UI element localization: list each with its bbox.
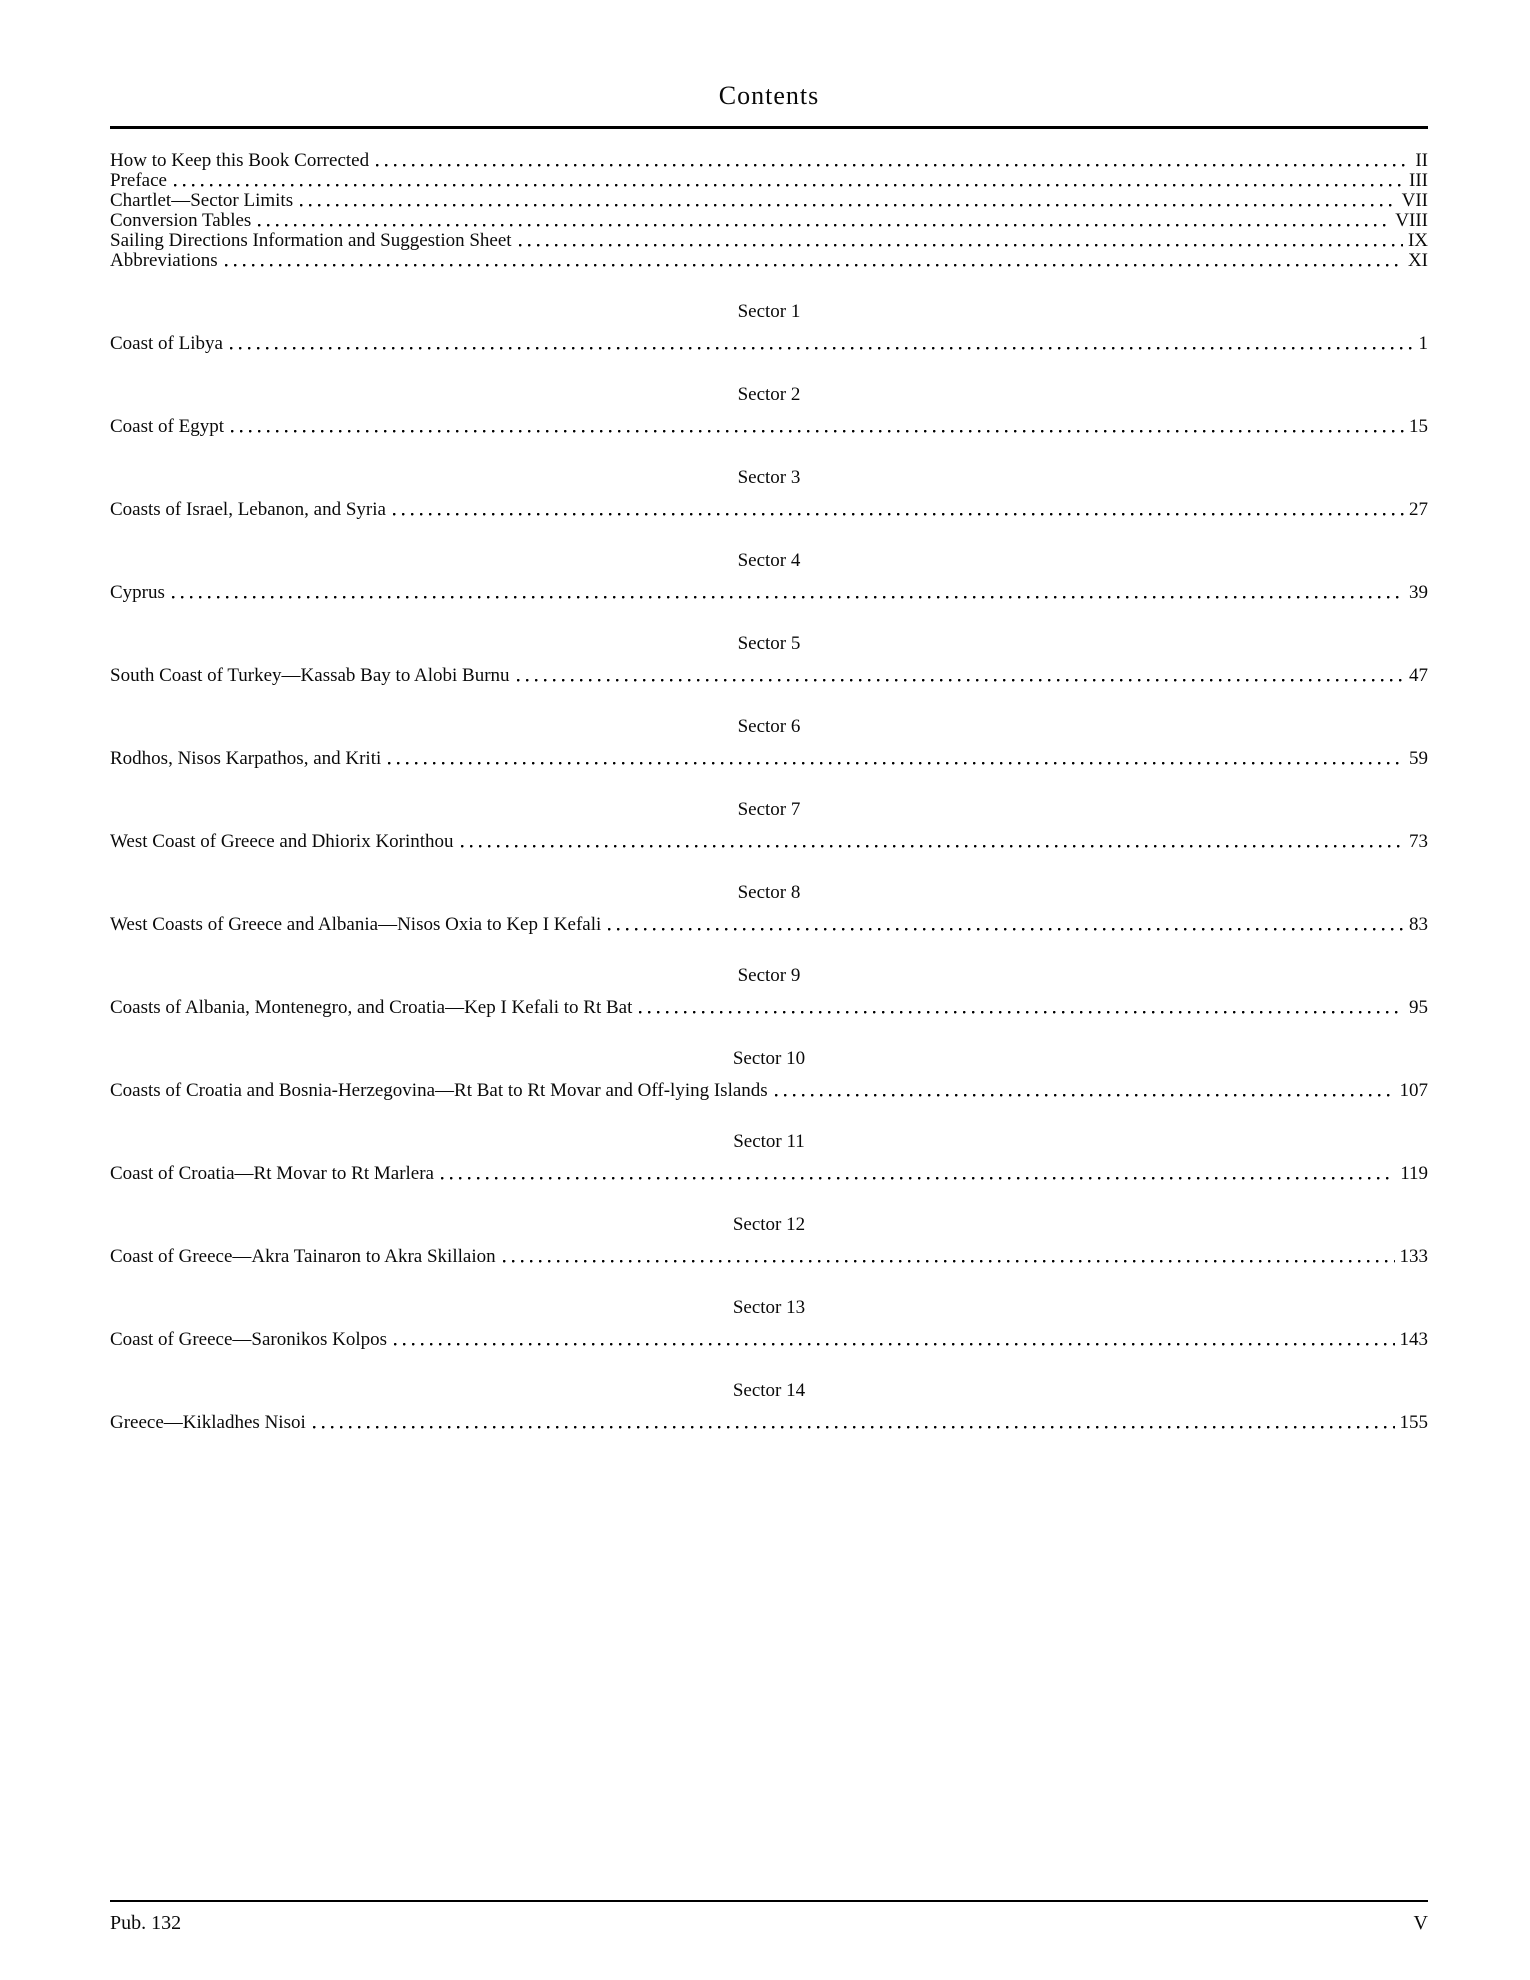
sector-block [110, 1049, 1428, 1101]
sector-entry [110, 1413, 1428, 1433]
sector-heading: Sector 12 [732, 1214, 806, 1235]
page-number: 27 [1409, 499, 1428, 520]
sector-heading: Sector 2 [737, 384, 801, 405]
page-number: 155 [1399, 1412, 1428, 1433]
sector-heading: Sector 7 [737, 799, 801, 820]
dot-leader [775, 1094, 1395, 1097]
sector-entry [110, 1164, 1428, 1184]
sector-entry [110, 334, 1428, 354]
dot-leader [503, 1260, 1395, 1263]
sector-block [110, 966, 1428, 1018]
dot-leader [376, 164, 1410, 167]
sector-block [110, 1215, 1428, 1267]
dot-leader [313, 1426, 1395, 1429]
sector-block [110, 1132, 1428, 1184]
sector-entry [110, 749, 1428, 769]
page-number: 39 [1409, 582, 1428, 603]
page-number: 1 [1418, 333, 1428, 354]
front-matter-entry [110, 151, 1428, 171]
sector-block [110, 883, 1428, 935]
sector-heading: Sector 1 [737, 301, 801, 322]
sector-heading: Sector 14 [732, 1380, 806, 1401]
page-number: 95 [1409, 997, 1428, 1018]
front-matter-entry [110, 191, 1428, 211]
page-number: VIII [1395, 210, 1428, 231]
entry-label: Coasts of Israel, Lebanon, and Syria [110, 499, 386, 520]
page-number: 47 [1409, 665, 1428, 686]
sector-heading: Sector 13 [732, 1297, 806, 1318]
entry-label: Greece—Kikladhes Nisoi [110, 1412, 306, 1433]
sector-entry [110, 1081, 1428, 1101]
page-number: XI [1407, 250, 1428, 271]
dot-leader [393, 513, 1404, 516]
sector-entry [110, 583, 1428, 603]
title-rule [110, 126, 1428, 129]
entry-label: West Coast of Greece and Dhiorix Korinthou [110, 831, 454, 852]
dot-leader [225, 264, 1403, 267]
entry-label: Cyprus [110, 582, 165, 603]
sector-entry [110, 915, 1428, 935]
page-number: III [1409, 170, 1428, 191]
page-number: 59 [1409, 748, 1428, 769]
entry-label: Coasts of Albania, Montenegro, and Croatia—Kep I Kefali to Rt Bat [110, 997, 633, 1018]
page-number: 73 [1409, 831, 1428, 852]
sector-entry [110, 832, 1428, 852]
front-matter-entry [110, 211, 1428, 231]
page-number: 83 [1409, 914, 1428, 935]
entry-label: South Coast of Turkey—Kassab Bay to Alobi Burnu [110, 665, 510, 686]
entry-label: Coast of Egypt [110, 416, 224, 437]
entry-label: Chartlet—Sector Limits [110, 190, 294, 211]
dot-leader [394, 1343, 1394, 1346]
dot-leader [230, 347, 1414, 350]
sector-heading: Sector 8 [737, 882, 801, 903]
dot-leader [461, 845, 1404, 848]
page-footer [110, 1900, 1428, 1934]
sector-block [110, 302, 1428, 354]
sector-block [110, 468, 1428, 520]
dot-leader [231, 430, 1404, 433]
front-matter-entry [110, 251, 1428, 271]
sector-block [110, 634, 1428, 686]
dot-leader [608, 928, 1404, 931]
sector-block [110, 800, 1428, 852]
sector-heading: Sector 10 [732, 1048, 806, 1069]
entry-label: Coasts of Croatia and Bosnia-Herzegovina—Rt Bat to Rt Movar and Off-lying Islands [110, 1080, 768, 1101]
entry-label: Coast of Greece—Saronikos Kolpos [110, 1329, 388, 1350]
front-matter-entry [110, 171, 1428, 191]
dot-leader [441, 1177, 1395, 1180]
sector-heading: Sector 9 [737, 965, 801, 986]
sector-block [110, 385, 1428, 437]
sector-entry [110, 1330, 1428, 1350]
footer-page-number: V [1413, 1912, 1428, 1934]
dot-leader [388, 762, 1404, 765]
page-number: 107 [1399, 1080, 1428, 1101]
entry-label: Coast of Greece—Akra Tainaron to Akra Skillaion [110, 1246, 496, 1267]
entry-label: Preface [110, 170, 167, 191]
dot-leader [639, 1011, 1404, 1014]
page-number: II [1415, 150, 1428, 171]
sector-entry [110, 500, 1428, 520]
front-matter-entry [110, 231, 1428, 251]
entry-label: Coast of Libya [110, 333, 223, 354]
dot-leader [172, 596, 1404, 599]
sector-block [110, 717, 1428, 769]
page-number: 143 [1399, 1329, 1428, 1350]
page-number: IX [1407, 230, 1428, 251]
entry-label: Sailing Directions Information and Suggestion Sheet [110, 230, 512, 251]
dot-leader [517, 679, 1404, 682]
dot-leader [519, 244, 1403, 247]
entry-label: Rodhos, Nisos Karpathos, and Kriti [110, 748, 382, 769]
sector-heading: Sector 4 [737, 550, 801, 571]
entry-label: Coast of Croatia—Rt Movar to Rt Marlera [110, 1163, 434, 1184]
sector-block [110, 1381, 1428, 1433]
dot-leader [174, 184, 1404, 187]
entry-label: Abbreviations [110, 250, 218, 271]
page-title: Contents [718, 81, 820, 110]
footer-pub-number: Pub. 132 [110, 1912, 182, 1934]
sector-block [110, 1298, 1428, 1350]
sector-heading: Sector 6 [737, 716, 801, 737]
sector-heading: Sector 11 [733, 1131, 805, 1152]
sector-entry [110, 417, 1428, 437]
sector-block [110, 551, 1428, 603]
entry-label: Conversion Tables [110, 210, 252, 231]
page-number: 119 [1400, 1163, 1428, 1184]
entry-label: How to Keep this Book Corrected [110, 150, 370, 171]
sector-entry [110, 1247, 1428, 1267]
page-number: 133 [1399, 1246, 1428, 1267]
sector-heading: Sector 5 [737, 633, 801, 654]
front-matter-list [110, 151, 1428, 271]
page-number: VII [1401, 190, 1428, 211]
page-number: 15 [1409, 416, 1428, 437]
dot-leader [300, 204, 1397, 207]
entry-label: West Coasts of Greece and Albania—Nisos Oxia to Kep I Kefali [110, 914, 602, 935]
sector-heading: Sector 3 [737, 467, 801, 488]
sector-entry [110, 998, 1428, 1018]
dot-leader [258, 224, 1390, 227]
sector-entry [110, 666, 1428, 686]
